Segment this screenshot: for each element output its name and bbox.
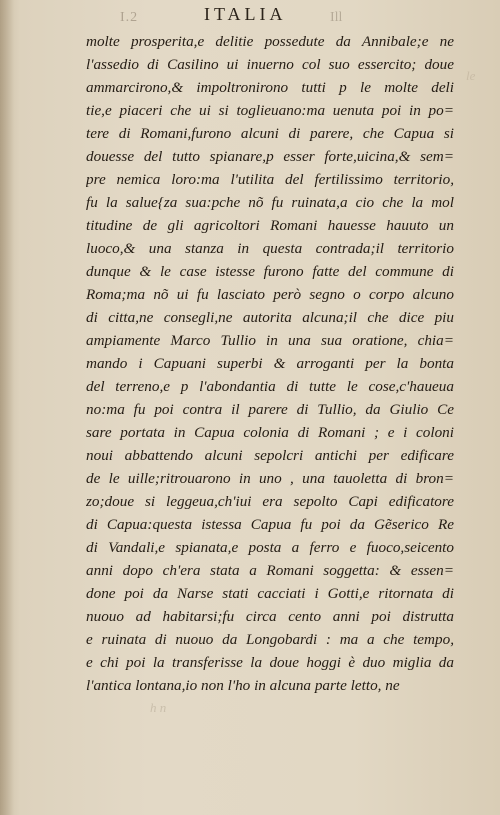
- text-line: sare portata in Capua colonia di Romani ; e i coloni: [86, 424, 454, 441]
- gutter-shadow: [0, 0, 14, 815]
- text-line: zo;doue si leggeua,ch'iui era sepolto Capi edificatore: [86, 493, 454, 510]
- text-line: tere di Romani,furono alcuni di parere, che Capua si: [86, 125, 454, 142]
- text-line: ammarcirono,& impoltronirono tutti p le molte deli: [86, 79, 454, 96]
- bleed-through-bottom: h n: [150, 700, 167, 715]
- text-line: noui abbattendo alcuni sepolcri antichi per edificare: [86, 447, 454, 464]
- text-line: titudine de gli agricoltori Romani hauesse hauuto un: [86, 217, 454, 234]
- text-line: pre nemica loro:ma l'utilita del fertilissimo territorio,: [86, 171, 454, 188]
- text-line: anni dopo ch'era stata a Romani soggetta: & essen=: [86, 562, 454, 579]
- text-line: mando i Capuani superbi & arroganti per la bonta: [86, 355, 454, 372]
- text-line: di Capua:questa istessa Capua fu poi da Gẽserico Re: [86, 516, 454, 533]
- folio-right: Ill: [330, 10, 343, 25]
- text-line: Roma;ma nõ ui fu lasciato però segno o corpo alcuno: [86, 286, 454, 303]
- text-line: di Vandali,e spianata,e posta a ferro e fuoco,seicento: [86, 539, 454, 556]
- text-line: de le uille;ritrouarono in uno , una tauoletta di bron=: [86, 470, 454, 487]
- bleed-through-mark: le: [466, 68, 476, 83]
- text-line: douesse del tutto spianare,p esser forte,uicina,& sem=: [86, 148, 454, 165]
- text-line: e chi poi la transferisse la doue hoggi è duo miglia da: [86, 654, 454, 671]
- text-line: fu la salue{za sua:pche nõ fu ruinata,a cio che la mol: [86, 194, 454, 211]
- text-line: di citta,ne consegli,ne autorita alcuna;il che dice piu: [86, 309, 454, 326]
- text-line: l'antica lontana,io non l'ho in alcuna parte letto, ne: [86, 677, 400, 694]
- text-line: del terreno,e p l'abondantia di tutte le cose,c'haueua: [86, 378, 454, 395]
- text-line: nuouo ad habitarsi;fu circa cento anni poi distrutta: [86, 608, 454, 625]
- text-line: dunque & le case istesse furono fatte del commune di: [86, 263, 454, 280]
- text-line: l'assedio di Casilino ui inuerno col suo essercito; doue: [86, 56, 454, 73]
- text-line: luoco,& una stanza in questa contrada;il territorio: [86, 240, 454, 257]
- running-head: [0, 4, 500, 28]
- body-text: [86, 30, 454, 697]
- text-line: no:ma fu poi contra il parere di Tullio, da Giulio Ce: [86, 401, 454, 418]
- text-line: ampiamente Marco Tullio in una sua oratione, chia=: [86, 332, 454, 349]
- text-line: done poi da Narse stati cacciati i Gotti,e ritornata di: [86, 585, 454, 602]
- text-line: tie,e piaceri che ui si toglieuano:ma uenuta poi in po=: [86, 102, 454, 119]
- folio-left: I.2: [120, 10, 139, 25]
- text-line: molte prosperita,e delitie possedute da Annibale;e ne: [86, 33, 454, 50]
- text-line: e ruinata di nuouo da Longobardi : ma a che tempo,: [86, 631, 454, 648]
- page-title: ITALIA: [204, 4, 287, 24]
